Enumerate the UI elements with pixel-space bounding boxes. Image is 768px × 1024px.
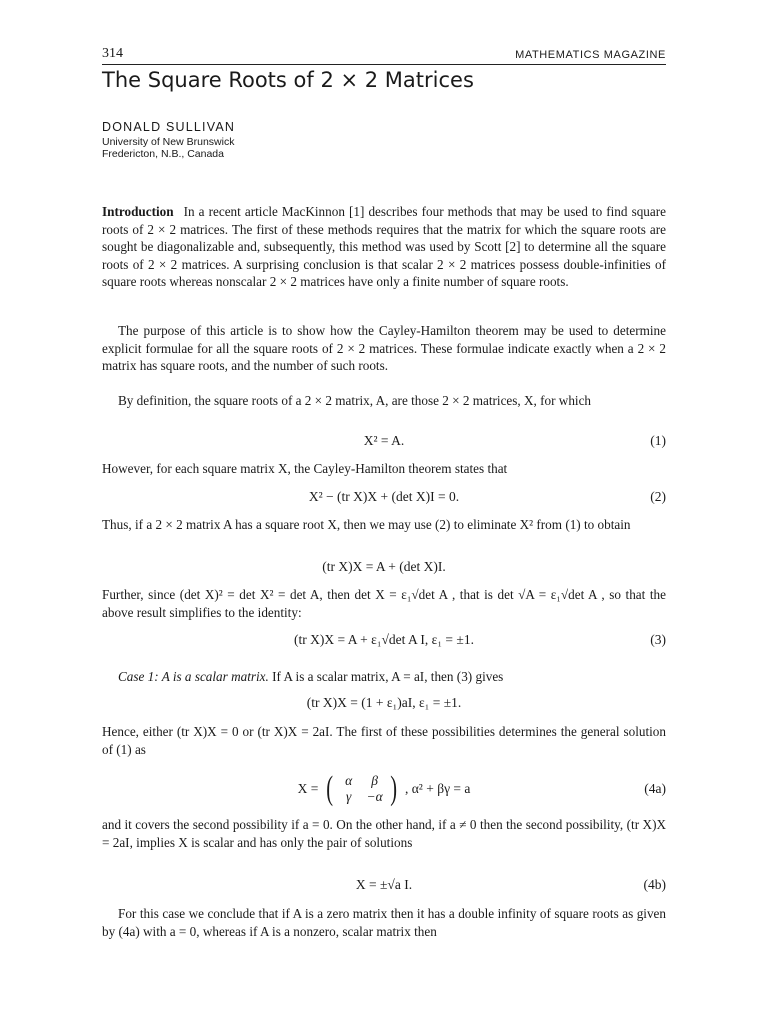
- equation-4a-condition: , α² + βγ = a: [404, 781, 471, 796]
- conclusion-paragraph: For this case we conclude that if A is a zero matrix then it has a double infinity of square roots as given by (4a) with a = 0, whereas if A is a nonzero, scalar matrix then: [102, 906, 666, 939]
- equation-4a: [102, 772, 666, 808]
- matrix: [324, 772, 399, 806]
- equation-4b-body: X = ±√a I.: [355, 877, 413, 892]
- case-1-heading: Case 1: A is a scalar matrix.: [118, 669, 269, 684]
- matrix-entry-11: α: [345, 773, 353, 788]
- article-title: The Square Roots of 2 × 2 Matrices: [102, 68, 474, 92]
- equation-2: [102, 487, 666, 509]
- cayley-hamilton-paragraph: However, for each square matrix X, the Cayley-Hamilton theorem states that: [102, 461, 508, 476]
- equation-unnumbered-1-body: (tr X)X = A + (det X)I.: [322, 559, 446, 574]
- author-affiliation: University of New Brunswick: [102, 136, 235, 148]
- equation-3-number: (3): [650, 632, 666, 647]
- author-name: DONALD SULLIVAN: [102, 120, 236, 134]
- equation-4b: [102, 875, 666, 897]
- matrix-entry-21: γ: [345, 789, 352, 804]
- determinant-paragraph: Further, since (det X)² = det X² = det A, then det X = ε₁√det A , that is det √A = ε₁√det A , so that the above result simplifies to the identity:: [102, 587, 666, 620]
- elimination-paragraph: Thus, if a 2 × 2 matrix A has a square root X, then we may use (2) to eliminate X² from (1) to obtain: [102, 517, 631, 532]
- equation-4b-number: (4b): [643, 877, 666, 892]
- case-1-paragraph: [102, 668, 666, 686]
- equation-4a-lhs: X =: [297, 781, 319, 796]
- equation-unnumbered-2: [102, 693, 666, 715]
- purpose-paragraph: The purpose of this article is to show how the Cayley-Hamilton theorem may be used to determine explicit formulae for all the square roots of 2 × 2 matrices. These formulae indicate exactly when a 2 × 2 matrix has square roots, and the number of such roots.: [102, 323, 666, 373]
- equation-1: [102, 431, 666, 453]
- equation-1-body: X² = A.: [363, 433, 405, 448]
- equation-3-body: (tr X)X = A + ε₁√det A I, ε₁ = ±1.: [294, 632, 474, 647]
- page-number: 314: [102, 46, 123, 61]
- definition-paragraph: By definition, the square roots of a 2 × 2 matrix, A, are those 2 × 2 matrices, X, for which: [118, 393, 592, 408]
- covers-paragraph: and it covers the second possibility if a = 0. On the other hand, if a ≠ 0 then the second possibility, (tr X)X = 2aI, implies X is scalar and has only the pair of solutions: [102, 817, 666, 850]
- matrix-left-paren: (: [326, 770, 334, 807]
- equation-4a-inline: [298, 772, 471, 806]
- author-location: Fredericton, N.B., Canada: [102, 148, 224, 160]
- equation-2-body: X² − (tr X)X + (det X)I = 0.: [308, 489, 460, 504]
- intro-paragraph: [102, 203, 666, 291]
- section-label-introduction: Introduction: [102, 204, 174, 219]
- matrix-entries: [336, 773, 388, 805]
- case-1-text: If A is a scalar matrix, A = aI, then (3) gives: [272, 669, 504, 684]
- equation-3: [102, 630, 666, 652]
- matrix-entry-12: β: [371, 773, 379, 788]
- equation-unnumbered-1: [102, 557, 666, 579]
- running-header: [102, 44, 666, 65]
- matrix-right-paren: ): [389, 770, 397, 807]
- equation-1-number: (1): [650, 433, 666, 448]
- hence-paragraph: Hence, either (tr X)X = 0 or (tr X)X = 2aI. The first of these possibilities determines the general solution of (1) as: [102, 724, 666, 757]
- journal-name: MATHEMATICS MAGAZINE: [515, 49, 666, 61]
- intro-text: In a recent article MacKinnon [1] describes four methods that may be used to find square roots of 2 × 2 matrices. The first of these methods requires that the matrix for which the square roots are sought be diagonalizable and, subsequently, this method was used by Scott [2] to determine all the square roots of 2 × 2 matrices. A surprising conclusion is that scalar 2 × 2 matrices possess double-infinities of square roots whereas nonscalar 2 × 2 matrices have only a finite number of square roots.: [102, 204, 666, 289]
- equation-4a-number: (4a): [644, 781, 666, 796]
- equation-4a-body: [102, 772, 666, 806]
- equation-unnumbered-2-body: (tr X)X = (1 + ε₁)aI, ε₁ = ±1.: [306, 695, 462, 710]
- equation-2-number: (2): [650, 489, 666, 504]
- matrix-entry-22: −α: [366, 789, 383, 804]
